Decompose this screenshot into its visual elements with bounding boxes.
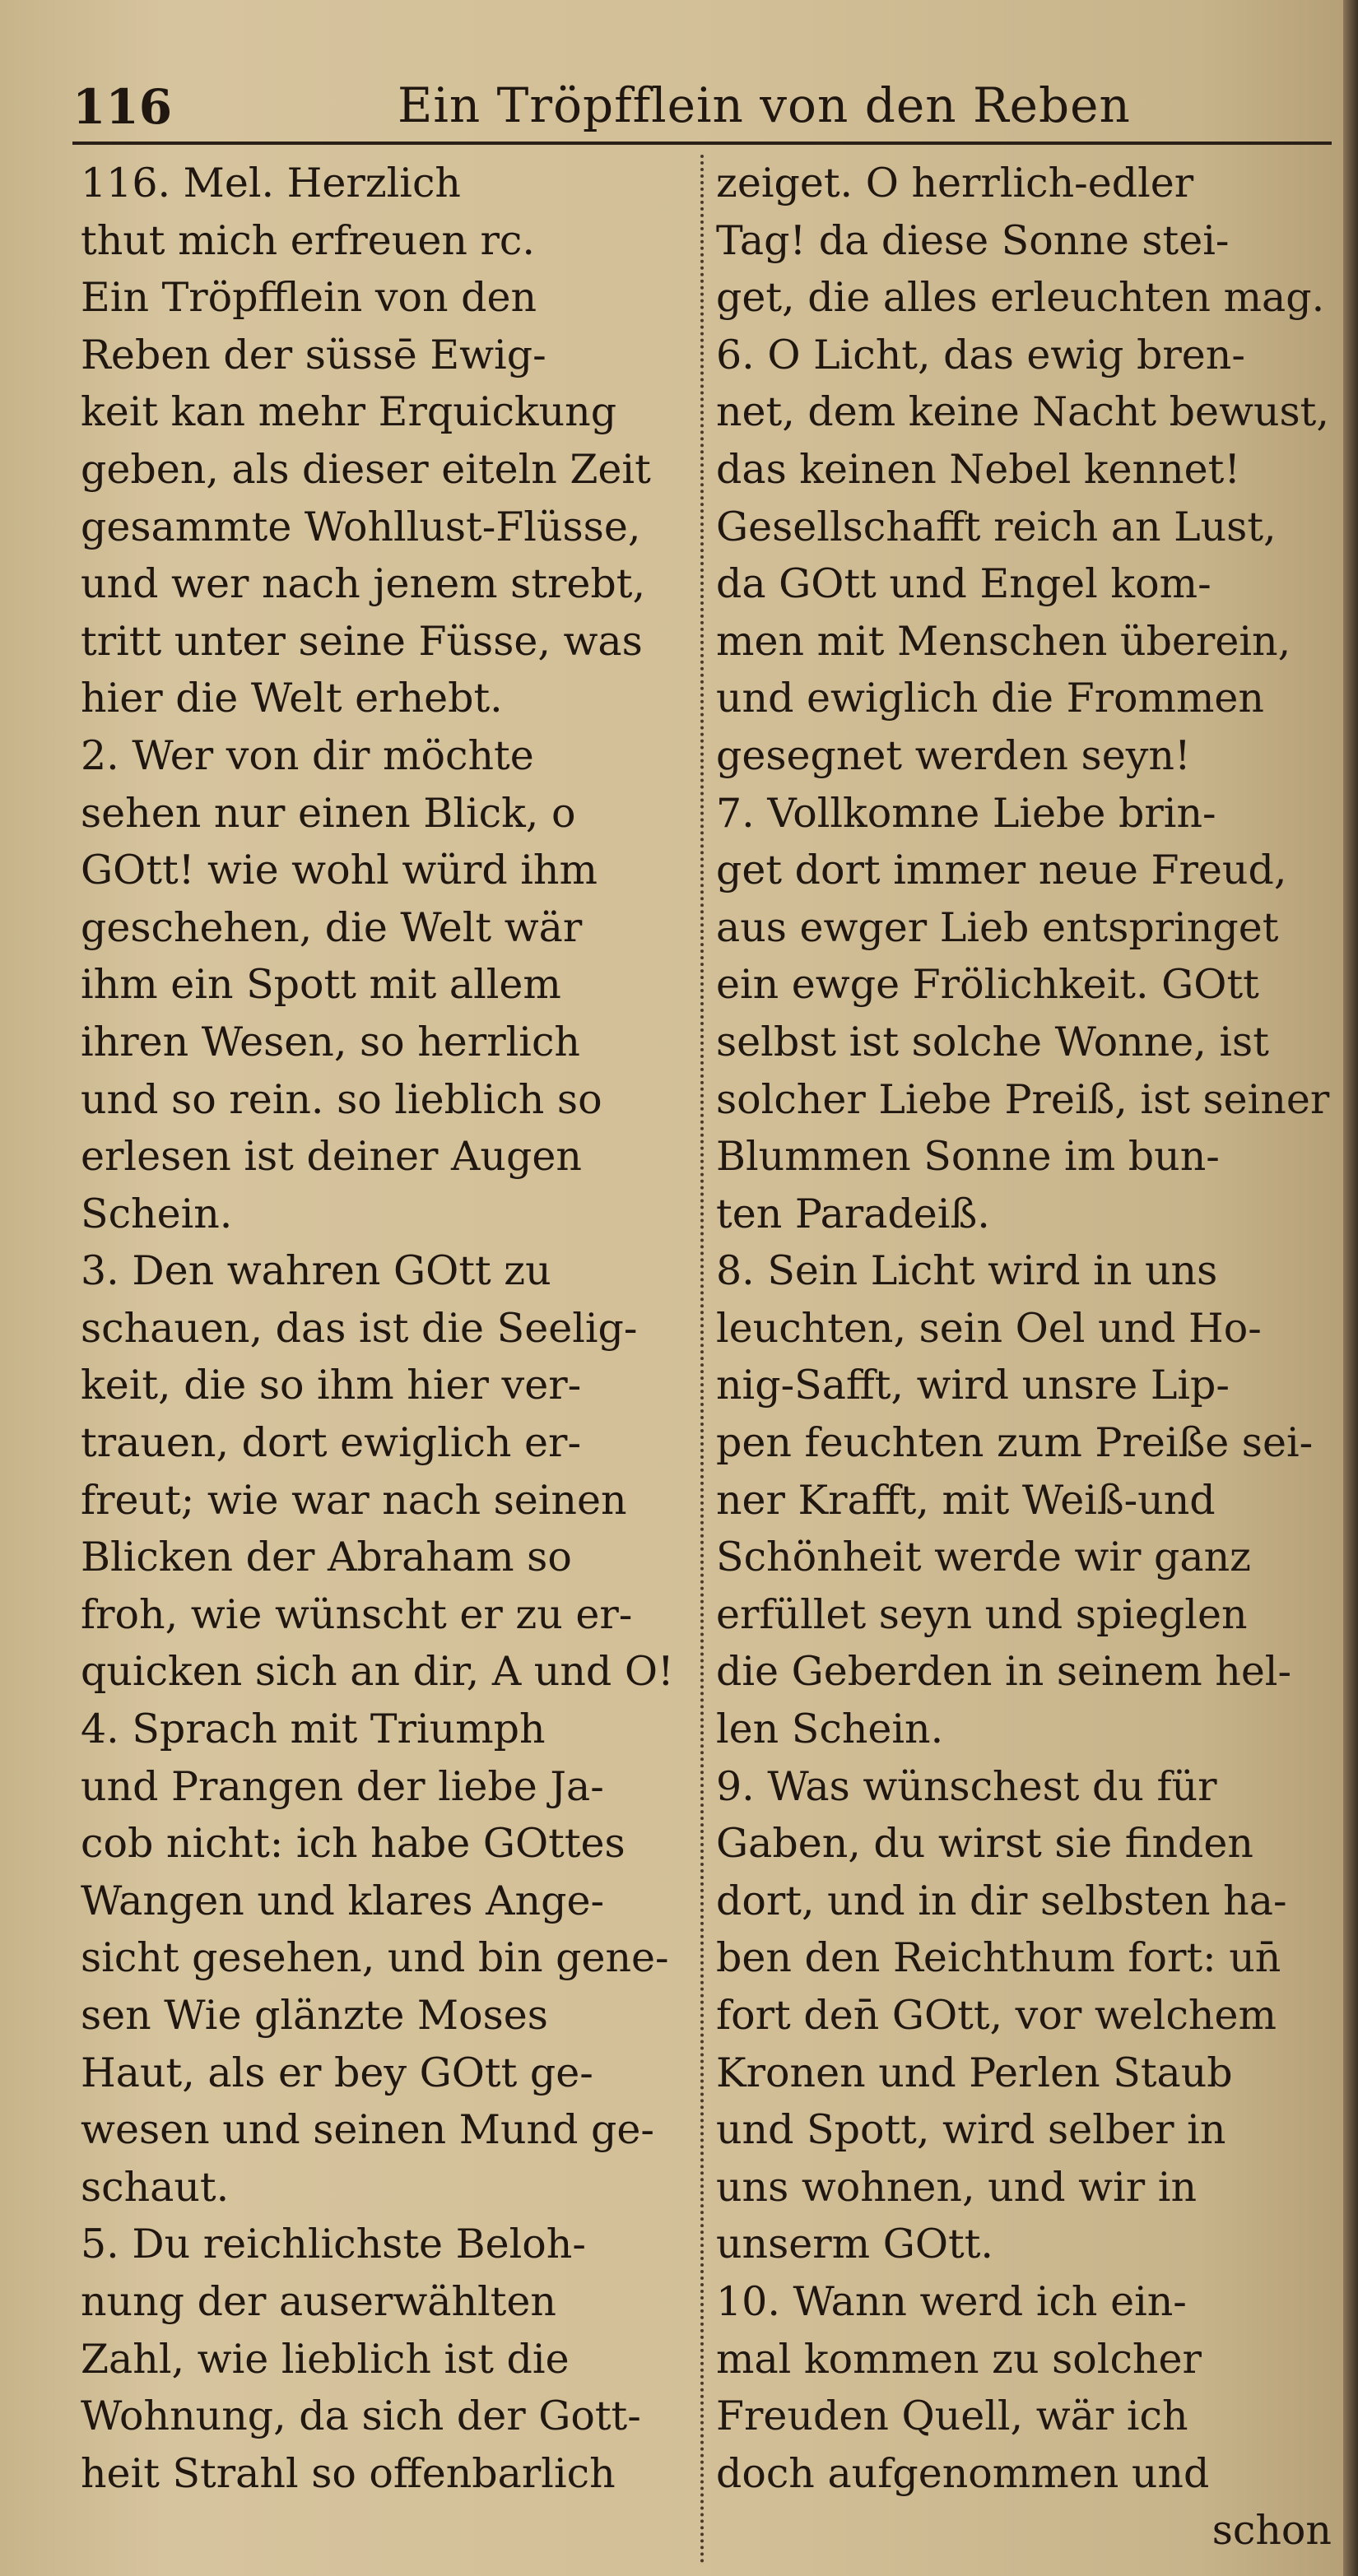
text-line: leuchten, sein Oel und Ho-	[716, 1304, 1262, 1352]
text-line: mal kommen zu solcher	[716, 2335, 1202, 2383]
text-line: trauen, dort ewiglich er-	[81, 1419, 582, 1467]
text-line: sicht gesehen, und bin gene-	[81, 1934, 669, 1982]
text-line: Reben der süssē Ewig-	[81, 331, 546, 378]
text-line: und wer nach jenem strebt,	[81, 560, 646, 608]
text-line: Gaben, du wirst sie finden	[716, 1820, 1253, 1868]
text-line: dort, und in dir selbsten ha-	[716, 1877, 1287, 1924]
text-line: ten Paradeiß.	[716, 1190, 990, 1237]
running-title: Ein Tröpfflein von den Reben	[398, 77, 1131, 133]
text-line: sehen nur einen Blick, o	[81, 789, 576, 837]
text-line: zeiget. O herrlich-edler	[716, 160, 1194, 207]
text-line: get, die alles erleuchten mag.	[716, 274, 1325, 322]
text-line: und Spott, wird selber in	[716, 2106, 1226, 2154]
left-column	[81, 155, 691, 2565]
text-line: Gesellschafft reich an Lust,	[716, 503, 1277, 550]
text-line: geschehen, die Welt wär	[81, 903, 583, 951]
text-line: Wohnung, da sich der Gott-	[81, 2393, 641, 2440]
text-line: schauen, das ist die Seelig-	[81, 1304, 638, 1352]
text-line: uns wohnen, und wir in	[716, 2163, 1198, 2211]
text-line: 10. Wann werd ich ein-	[716, 2277, 1187, 2325]
text-line: Ein Tröpfflein von den	[81, 274, 537, 322]
text-line: thut mich erfreuen rc.	[81, 216, 535, 264]
text-line: sen Wie glänzte Moses	[81, 1992, 548, 2039]
text-line: nung der auserwählten	[81, 2277, 556, 2325]
text-line: das keinen Nebel kennet!	[716, 445, 1241, 493]
right-column	[716, 155, 1338, 2565]
text-line: ein ewge Frölichkeit. GOtt	[716, 961, 1259, 1009]
page-header	[72, 71, 1340, 145]
text-line: Kronen und Perlen Staub	[716, 2049, 1233, 2096]
text-line: 2. Wer von dir möchte	[81, 731, 534, 779]
text-line: Haut, als er bey GOtt ge-	[81, 2049, 593, 2096]
text-line: net, dem keine Nacht bewust,	[716, 388, 1329, 436]
text-line: ben den Reichthum fort: un̄	[716, 1934, 1281, 1982]
text-line: heit Strahl so offenbarlich	[81, 2449, 616, 2497]
text-line: men mit Menschen überein,	[716, 617, 1291, 665]
text-line: Blummen Sonne im bun-	[716, 1133, 1220, 1181]
text-line: Blicken der Abraham so	[81, 1534, 572, 1581]
text-line: pen feuchten zum Preiße sei-	[716, 1419, 1314, 1467]
header-rule	[72, 142, 1332, 145]
text-line: 6. O Licht, das ewig bren-	[716, 331, 1245, 378]
catchword: schon	[1212, 2507, 1332, 2555]
text-line: cob nicht: ich habe GOttes	[81, 1820, 626, 1868]
text-line: gesegnet werden seyn!	[716, 731, 1191, 779]
text-line: ner Krafft, mit Weiß-und	[716, 1476, 1216, 1524]
column-divider	[700, 155, 704, 2565]
text-line: Freuden Quell, wär ich	[716, 2393, 1188, 2440]
text-line: Schein.	[81, 1190, 233, 1237]
text-line: erlesen ist deiner Augen	[81, 1133, 582, 1181]
text-line: tritt unter seine Füsse, was	[81, 617, 643, 665]
text-line: 4. Sprach mit Triumph	[81, 1706, 546, 1753]
text-line: quicken sich an dir, A und O!	[81, 1648, 674, 1696]
text-line: 7. Vollkomne Liebe brin-	[716, 789, 1216, 837]
text-line: get dort immer neue Freud,	[716, 847, 1287, 894]
text-line: hier die Welt erhebt.	[81, 675, 503, 722]
text-line: und so rein. so lieblich so	[81, 1075, 602, 1123]
text-line: 3. Den wahren GOtt zu	[81, 1247, 551, 1295]
text-line: die Geberden in seinem hel-	[716, 1648, 1292, 1696]
text-line: fort den̄ GOtt, vor welchem	[716, 1992, 1277, 2039]
text-line: Wangen und klares Ange-	[81, 1877, 605, 1924]
text-line: solcher Liebe Preiß, ist seiner	[716, 1075, 1330, 1123]
text-line: Schönheit werde wir ganz	[716, 1534, 1251, 1581]
text-line: Zahl, wie lieblich ist die	[81, 2335, 570, 2383]
text-line: selbst ist solche Wonne, ist	[716, 1018, 1269, 1065]
text-line: Tag! da diese Sonne stei-	[716, 216, 1230, 264]
text-line: 8. Sein Licht wird in uns	[716, 1247, 1218, 1295]
text-line: ihren Wesen, so herrlich	[81, 1018, 580, 1065]
text-line: keit kan mehr Erquickung	[81, 388, 617, 436]
text-line: 9. Was wünschest du für	[716, 1762, 1217, 1810]
text-line: 116. Mel. Herzlich	[81, 160, 461, 207]
book-spine-edge	[1343, 0, 1358, 2576]
text-line: len Schein.	[716, 1706, 944, 1753]
text-line: erfüllet seyn und spieglen	[716, 1590, 1248, 1638]
text-line: gesammte Wohllust-Flüsse,	[81, 503, 641, 550]
text-line: da GOtt und Engel kom-	[716, 560, 1212, 608]
text-line: freut; wie war nach seinen	[81, 1476, 627, 1524]
text-line: keit, die so ihm hier ver-	[81, 1362, 582, 1409]
text-line: ihm ein Spott mit allem	[81, 961, 561, 1009]
text-line: geben, als dieser eiteln Zeit	[81, 445, 651, 493]
text-line: schaut.	[81, 2163, 230, 2211]
text-line: wesen und seinen Mund ge-	[81, 2106, 654, 2154]
text-line: aus ewger Lieb entspringet	[716, 903, 1279, 951]
text-line: 5. Du reichlichste Beloh-	[81, 2221, 586, 2268]
text-line: und ewiglich die Frommen	[716, 675, 1264, 722]
text-line: GOtt! wie wohl würd ihm	[81, 847, 598, 894]
text-line: doch aufgenommen und	[716, 2449, 1210, 2497]
text-line: nig-Safft, wird unsre Lip-	[716, 1362, 1230, 1409]
text-line: froh, wie wünscht er zu er-	[81, 1590, 633, 1638]
text-line: unserm GOtt.	[716, 2221, 993, 2268]
text-line: und Prangen der liebe Ja-	[81, 1762, 604, 1810]
page-number: 116	[72, 79, 173, 135]
